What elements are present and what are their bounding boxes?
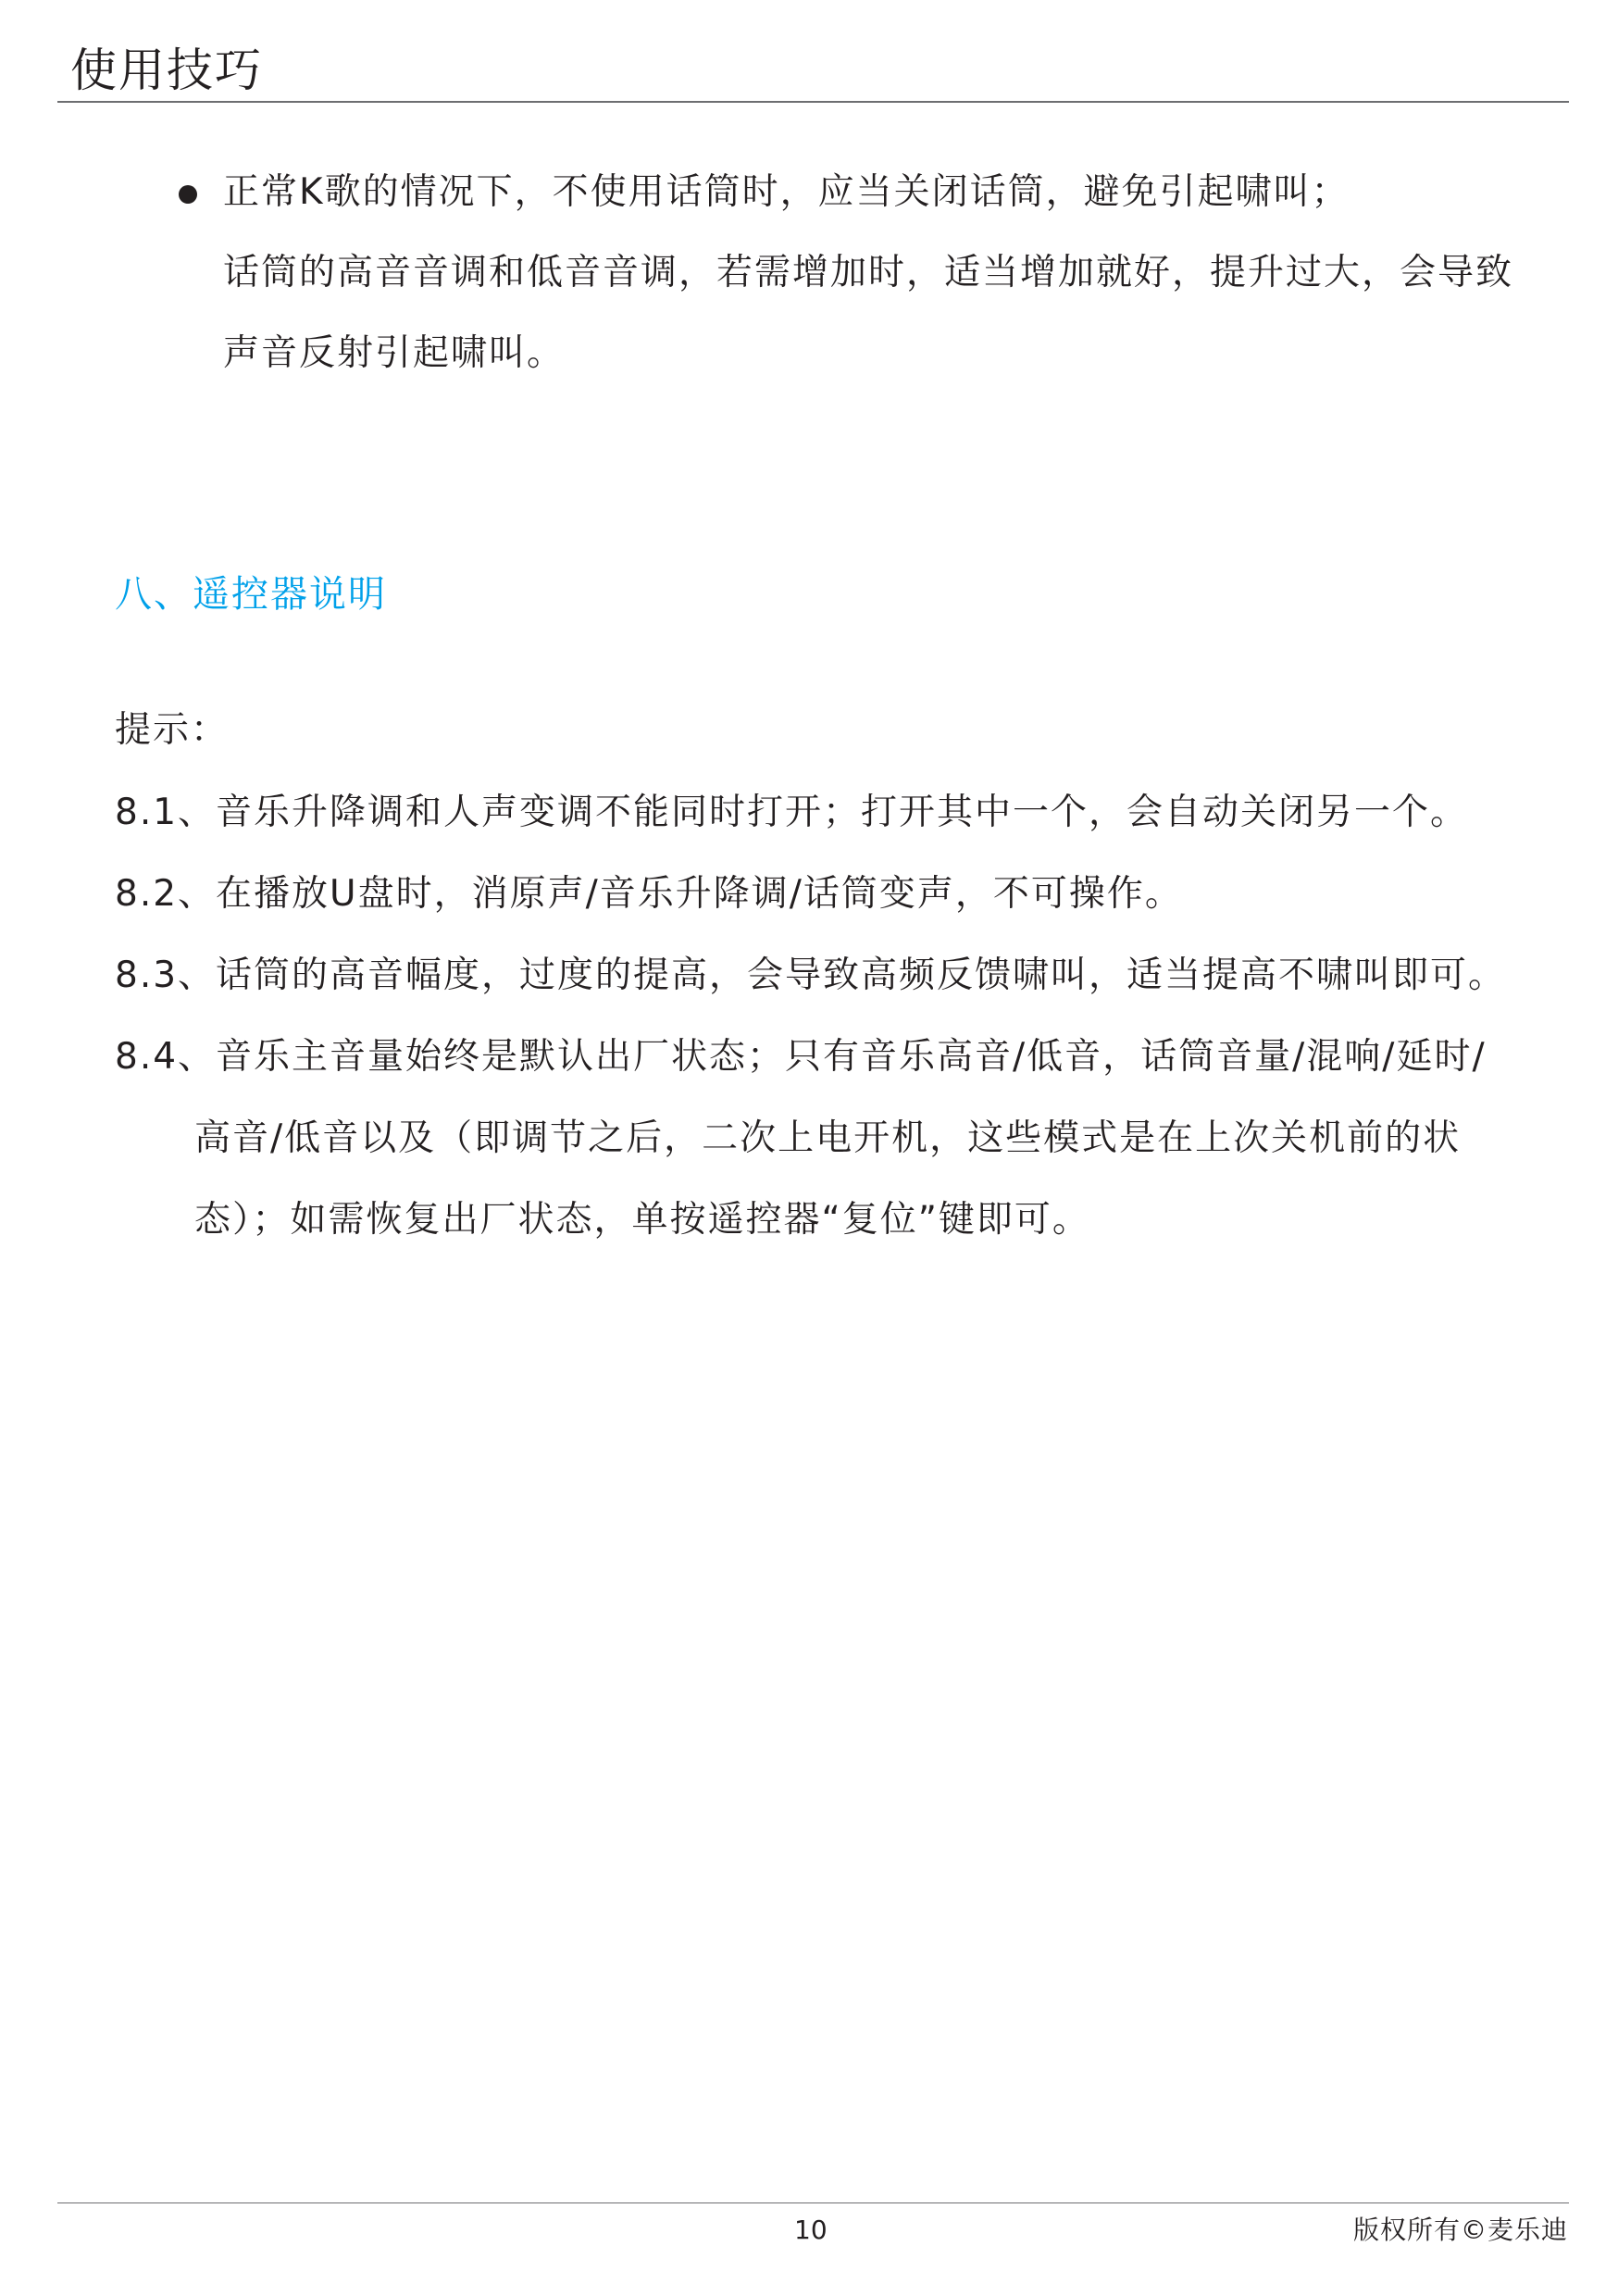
tip-item-8-4: 8.4、音乐主音量始终是默认出厂状态；只有音乐高音/低音，话筒音量/混响/延时/ <box>115 1036 1487 1078</box>
tip-item-8-2: 8.2、在播放U盘时，消原声/音乐升降调/话筒变声，不可操作。 <box>115 873 1183 915</box>
tip-item-8-4-continuation: 态）；如需恢复出厂状态，单按遥控器“复位”键即可。 <box>194 1199 1090 1241</box>
bullet-line: 话筒的高音音调和低音音调，若需增加时，适当增加就好，提升过大，会导致 <box>223 252 1514 293</box>
bullet-line: 声音反射引起啸叫。 <box>223 332 566 374</box>
page-header-title: 使用技巧 <box>70 44 263 97</box>
tip-item-8-1: 8.1、音乐升降调和人声变调不能同时打开；打开其中一个，会自动关闭另一个。 <box>115 792 1469 833</box>
bullet-line: 正常K歌的情况下，不使用话筒时，应当关闭话筒，避免引起啸叫； <box>223 171 1350 213</box>
header-rule <box>57 101 1569 103</box>
tips-label: 提示： <box>115 709 230 751</box>
tip-item-8-3: 8.3、话筒的高音幅度，过度的提高，会导致高频反馈啸叫，适当提高不啸叫即可。 <box>115 955 1507 996</box>
footer-rule <box>57 2202 1569 2203</box>
section-heading: 八、遥控器说明 <box>115 573 387 616</box>
bullet-dot <box>179 185 197 204</box>
tip-item-8-4-continuation: 高音/低音以及（即调节之后，二次上电开机，这些模式是在上次关机前的状 <box>194 1117 1462 1159</box>
copyright-notice: 版权所有©麦乐迪 <box>1352 2215 1568 2245</box>
page-number: 10 <box>794 2215 828 2245</box>
